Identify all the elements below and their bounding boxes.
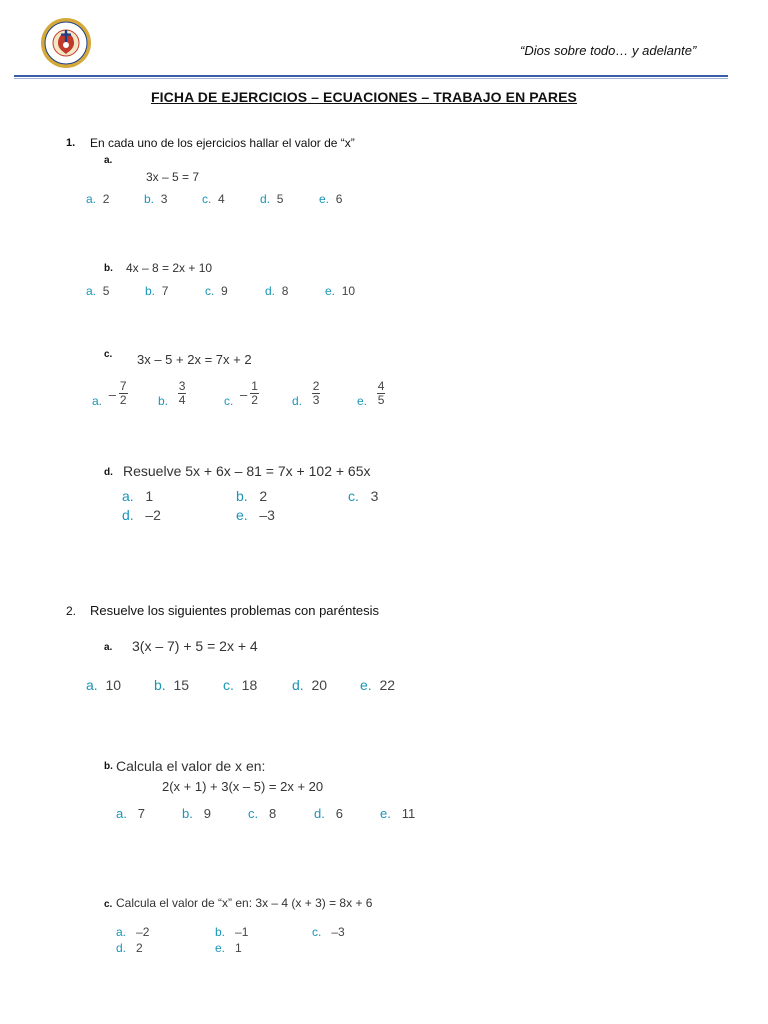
option-b[interactable]: b. 9 bbox=[182, 806, 211, 821]
option-c[interactable]: c. –3 bbox=[312, 925, 345, 939]
option-c[interactable]: c. 4 bbox=[202, 192, 225, 206]
school-logo bbox=[40, 17, 92, 69]
option-e[interactable]: e. 10 bbox=[325, 284, 356, 298]
exercise-1d-equation: Resuelve 5x + 6x – 81 = 7x + 102 + 65x bbox=[123, 463, 371, 479]
option-c[interactable]: c. 9 bbox=[205, 284, 228, 298]
option-e[interactable]: e. $\frac{4}{5}$ bbox=[357, 379, 385, 408]
option-b[interactable]: b. 7 bbox=[145, 284, 169, 298]
option-d[interactable]: d. 5 bbox=[260, 192, 284, 206]
option-a[interactable]: a. – $\frac{7}{2}$ bbox=[92, 379, 127, 408]
option-e[interactable]: e. 1 bbox=[215, 941, 242, 955]
exercise-1b-label: b. bbox=[104, 263, 113, 274]
option-c[interactable]: c. 3 bbox=[348, 488, 379, 504]
header-motto: “Dios sobre todo… y adelante” bbox=[520, 43, 697, 58]
question-2-text: Resuelve los siguientes problemas con paréntesis bbox=[90, 603, 380, 618]
option-d[interactable]: d. 20 bbox=[292, 677, 328, 693]
option-b[interactable]: b. 2 bbox=[236, 488, 268, 504]
exercise-1b-equation: 4x – 8 = 2x + 10 bbox=[126, 261, 213, 275]
exercise-2a-equation: 3(x – 7) + 5 = 2x + 4 bbox=[132, 638, 258, 654]
exercise-2b-label: b. bbox=[104, 761, 113, 772]
header-divider bbox=[14, 75, 728, 77]
option-d[interactable]: d. 2 bbox=[116, 941, 143, 955]
option-a[interactable]: a. 7 bbox=[116, 806, 145, 821]
option-e[interactable]: e. –3 bbox=[236, 507, 275, 523]
exercise-1a-label: a. bbox=[104, 155, 113, 166]
exercise-2c-options bbox=[116, 925, 376, 959]
exercise-1a-equation: 3x – 5 = 7 bbox=[146, 170, 200, 184]
exercise-2b-equation: 2(x + 1) + 3(x – 5) = 2x + 20 bbox=[162, 779, 324, 794]
question-1-text: En cada uno de los ejercicios hallar el valor de “x” bbox=[90, 136, 355, 150]
option-d[interactable]: d. $\frac{2}{3}$ bbox=[292, 379, 320, 408]
option-b[interactable]: b. 15 bbox=[154, 677, 190, 693]
exercise-1c-equation: 3x – 5 + 2x = 7x + 2 bbox=[137, 352, 252, 367]
option-a[interactable]: a. 5 bbox=[86, 284, 110, 298]
option-d[interactable]: d. 8 bbox=[265, 284, 289, 298]
option-a[interactable]: a. –2 bbox=[116, 925, 150, 939]
exercise-1c-label: c. bbox=[104, 349, 113, 360]
option-e[interactable]: e. 22 bbox=[360, 677, 396, 693]
question-1-number: 1. bbox=[66, 137, 76, 149]
option-a[interactable]: a. 1 bbox=[122, 488, 154, 504]
option-a[interactable]: a. 2 bbox=[86, 192, 110, 206]
option-b[interactable]: b. 3 bbox=[144, 192, 168, 206]
option-d[interactable]: d. –2 bbox=[122, 507, 161, 523]
exercise-2b-prompt: Calcula el valor de x en: bbox=[116, 758, 266, 774]
option-d[interactable]: d. 6 bbox=[314, 806, 343, 821]
header-divider-shadow bbox=[14, 78, 728, 79]
exercise-2c-equation: Calcula el valor de “x” en: 3x – 4 (x + 3) = 8x + 6 bbox=[116, 896, 373, 910]
option-c[interactable]: c. – $\frac{1}{2}$ bbox=[224, 379, 258, 408]
option-c[interactable]: c. 8 bbox=[248, 806, 277, 821]
exercise-1d-options bbox=[122, 488, 402, 524]
page-title: FICHA DE EJERCICIOS – ECUACIONES – TRABAJO EN PARES bbox=[151, 89, 577, 105]
option-b[interactable]: b. –1 bbox=[215, 925, 249, 939]
option-e[interactable]: e. 11 bbox=[380, 806, 416, 821]
option-e[interactable]: e. 6 bbox=[319, 192, 343, 206]
option-c[interactable]: c. 18 bbox=[223, 677, 258, 693]
question-2-number: 2. bbox=[66, 604, 77, 618]
option-b[interactable]: b. $\frac{3}{4}$ bbox=[158, 379, 186, 408]
option-a[interactable]: a. 10 bbox=[86, 677, 122, 693]
exercise-2c-label: c. bbox=[104, 899, 113, 910]
exercise-1d-label: d. bbox=[104, 467, 113, 478]
exercise-2a-label: a. bbox=[104, 642, 113, 653]
